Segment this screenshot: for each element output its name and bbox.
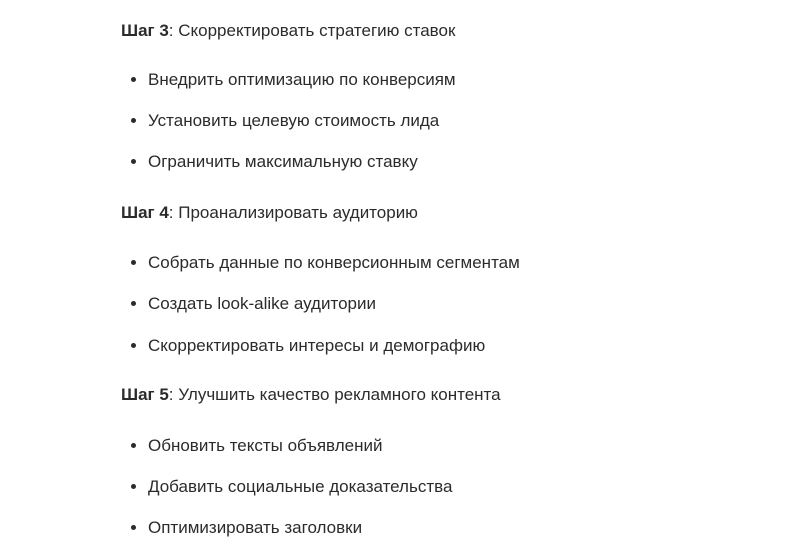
bullet-icon: [131, 443, 136, 448]
list-item: [131, 110, 439, 132]
list-item-text: Собрать данные по конверсионным сегментам: [148, 253, 520, 272]
bullet-icon: [131, 77, 136, 82]
list-item: [131, 335, 485, 357]
bullet-icon: [131, 343, 136, 348]
step-4-title: : Проанализировать аудиторию: [168, 203, 418, 222]
list-item: [131, 69, 456, 91]
bullet-icon: [131, 301, 136, 306]
list-item-text: Ограничить максимальную ставку: [148, 152, 418, 171]
step-4-label: Шаг 4: [121, 203, 169, 222]
list-item-text: Обновить тексты объявлений: [148, 436, 383, 455]
step-3-heading: [121, 20, 455, 42]
step-3-title: : Скорректировать стратегию ставок: [168, 21, 456, 40]
bullet-icon: [131, 525, 136, 530]
bullet-icon: [131, 484, 136, 489]
bullet-icon: [131, 118, 136, 123]
list-item-text: Добавить социальные доказательства: [148, 477, 453, 496]
list-item-text: Создать look-alike аудитории: [148, 294, 376, 313]
step-5-title: : Улучшить качество рекламного контента: [168, 385, 501, 404]
step-3-label: Шаг 3: [121, 21, 169, 40]
bullet-icon: [131, 159, 136, 164]
step-5-label: Шаг 5: [121, 385, 169, 404]
list-item-text: Оптимизировать заголовки: [148, 518, 363, 537]
step-4-heading: [121, 202, 418, 224]
list-item: [131, 476, 452, 498]
list-item-text: Установить целевую стоимость лида: [148, 111, 440, 130]
list-item-text: Скорректировать интересы и демографию: [148, 336, 486, 355]
list-item: [131, 517, 362, 539]
list-item-text: Внедрить оптимизацию по конверсиям: [148, 70, 456, 89]
step-5-heading: [121, 384, 501, 406]
bullet-icon: [131, 260, 136, 265]
list-item: [131, 435, 382, 457]
list-item: [131, 293, 376, 315]
list-item: [131, 151, 418, 173]
list-item: [131, 252, 520, 274]
